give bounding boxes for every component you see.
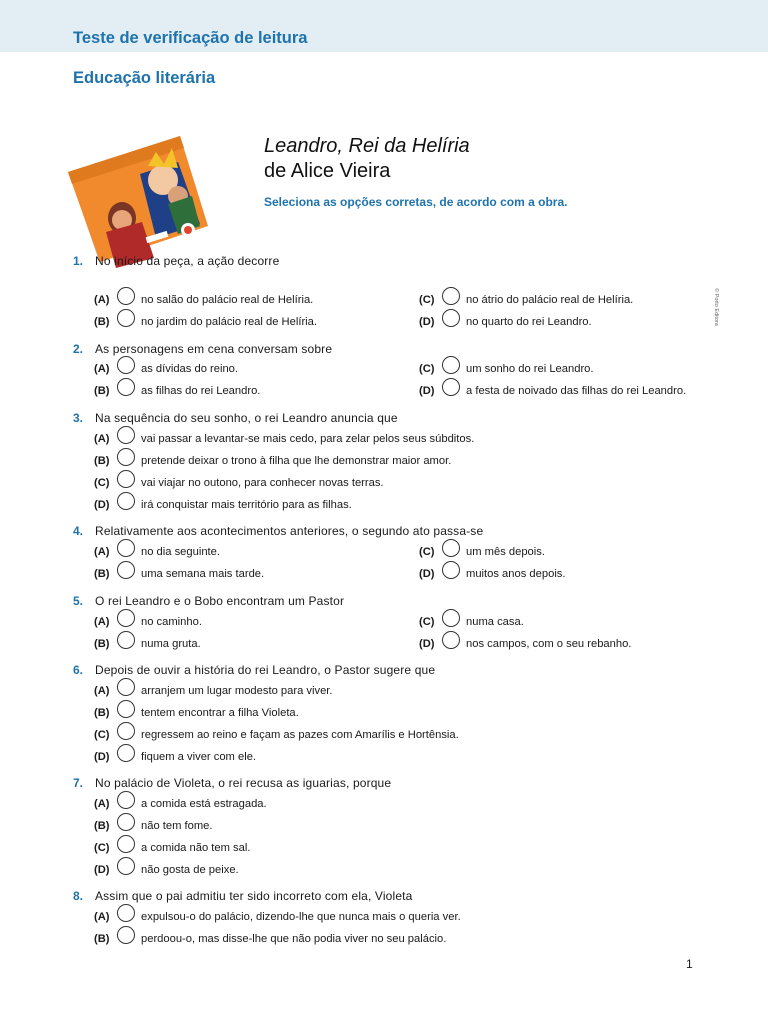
option-letter: (C) bbox=[419, 546, 435, 558]
option-text: muitos anos depois. bbox=[466, 568, 566, 580]
question-stem: O rei Leandro e o Bobo encontram um Pastor bbox=[95, 594, 345, 608]
option-letter: (C) bbox=[419, 363, 435, 375]
option-letter: (D) bbox=[419, 316, 435, 328]
question-number: 3. bbox=[73, 411, 84, 425]
question-number: 5. bbox=[73, 594, 84, 608]
option-letter: (A) bbox=[94, 798, 110, 810]
question-stem: Na sequência do seu sonho, o rei Leandro anuncia que bbox=[95, 411, 398, 425]
answer-circle-checkbox[interactable] bbox=[442, 287, 460, 305]
option-text: no jardim do palácio real de Helíria. bbox=[141, 316, 317, 328]
answer-circle-checkbox[interactable] bbox=[117, 857, 135, 875]
answer-circle-checkbox[interactable] bbox=[117, 700, 135, 718]
instruction-text: Seleciona as opções corretas, de acordo com a obra. bbox=[264, 195, 568, 209]
question-stem: Assim que o pai admitiu ter sido incorreto com ela, Violeta bbox=[95, 889, 413, 903]
option-text: um sonho do rei Leandro. bbox=[466, 363, 594, 375]
option-letter: (C) bbox=[94, 729, 110, 741]
copyright-note bbox=[711, 272, 721, 342]
answer-circle-checkbox[interactable] bbox=[117, 813, 135, 831]
option-letter: (D) bbox=[419, 568, 435, 580]
answer-circle-checkbox[interactable] bbox=[117, 609, 135, 627]
answer-circle-checkbox[interactable] bbox=[117, 722, 135, 740]
work-heading bbox=[264, 134, 470, 184]
answer-circle-checkbox[interactable] bbox=[117, 926, 135, 944]
option-letter: (C) bbox=[419, 616, 435, 628]
option-letter: (A) bbox=[94, 546, 110, 558]
question-number: 1. bbox=[73, 254, 84, 268]
answer-circle-checkbox[interactable] bbox=[117, 448, 135, 466]
section-subtitle: Educação literária bbox=[73, 69, 216, 87]
option-letter: (A) bbox=[94, 616, 110, 628]
answer-circle-checkbox[interactable] bbox=[117, 470, 135, 488]
question-stem: Relativamente aos acontecimentos anteriores, o segundo ato passa-se bbox=[95, 524, 484, 538]
option-text: no átrio do palácio real de Helíria. bbox=[466, 294, 634, 306]
book-cover-illustration bbox=[60, 134, 225, 274]
question-stem: No início da peça, a ação decorre bbox=[95, 254, 280, 268]
option-text: no salão do palácio real de Helíria. bbox=[141, 294, 314, 306]
question-number: 4. bbox=[73, 524, 84, 538]
option-letter: (B) bbox=[94, 707, 110, 719]
question-number: 6. bbox=[73, 663, 84, 677]
option-text: irá conquistar mais território para as filhas. bbox=[141, 499, 352, 511]
option-text: uma semana mais tarde. bbox=[141, 568, 265, 580]
option-text: tentem encontrar a filha Violeta. bbox=[141, 707, 299, 719]
work-title: Leandro, Rei da Helíria bbox=[264, 135, 470, 157]
option-text: não gosta de peixe. bbox=[141, 864, 239, 876]
option-text: no dia seguinte. bbox=[141, 546, 220, 558]
option-letter: (A) bbox=[94, 911, 110, 923]
option-text: no caminho. bbox=[141, 616, 202, 628]
answer-circle-checkbox[interactable] bbox=[442, 561, 460, 579]
option-letter: (D) bbox=[94, 864, 110, 876]
option-text: vai passar a levantar-se mais cedo, para zelar pelos seus súbditos. bbox=[141, 433, 475, 445]
option-letter: (B) bbox=[94, 385, 110, 397]
answer-circle-checkbox[interactable] bbox=[117, 631, 135, 649]
question-stem: No palácio de Violeta, o rei recusa as iguarias, porque bbox=[95, 776, 392, 790]
answer-circle-checkbox[interactable] bbox=[117, 904, 135, 922]
answer-circle-checkbox[interactable] bbox=[442, 356, 460, 374]
answer-circle-checkbox[interactable] bbox=[117, 791, 135, 809]
option-text: vai viajar no outono, para conhecer novas terras. bbox=[141, 477, 384, 489]
book-cover-image bbox=[60, 134, 225, 274]
answer-circle-checkbox[interactable] bbox=[117, 378, 135, 396]
answer-circle-checkbox[interactable] bbox=[117, 678, 135, 696]
option-letter: (D) bbox=[419, 638, 435, 650]
option-letter: (A) bbox=[94, 363, 110, 375]
option-letter: (C) bbox=[419, 294, 435, 306]
option-letter: (D) bbox=[94, 499, 110, 511]
answer-circle-checkbox[interactable] bbox=[442, 309, 460, 327]
copyright-text: © Porto Editora bbox=[713, 288, 719, 326]
option-letter: (A) bbox=[94, 685, 110, 697]
answer-circle-checkbox[interactable] bbox=[117, 561, 135, 579]
answer-circle-checkbox[interactable] bbox=[442, 539, 460, 557]
option-text: arranjem um lugar modesto para viver. bbox=[141, 685, 333, 697]
answer-circle-checkbox[interactable] bbox=[117, 309, 135, 327]
question-stem: As personagens em cena conversam sobre bbox=[95, 342, 333, 356]
answer-circle-checkbox[interactable] bbox=[117, 426, 135, 444]
option-text: a comida não tem sal. bbox=[141, 842, 251, 854]
option-text: as filhas do rei Leandro. bbox=[141, 385, 261, 397]
option-text: pretende deixar o trono à filha que lhe demonstrar maior amor. bbox=[141, 455, 452, 467]
question-number: 8. bbox=[73, 889, 84, 903]
answer-circle-checkbox[interactable] bbox=[117, 356, 135, 374]
option-text: expulsou-o do palácio, dizendo-lhe que nunca mais o queria ver. bbox=[141, 911, 461, 923]
option-letter: (A) bbox=[94, 433, 110, 445]
option-text: não tem fome. bbox=[141, 820, 213, 832]
option-text: fiquem a viver com ele. bbox=[141, 751, 257, 763]
question-stem: Depois de ouvir a história do rei Leandro, o Pastor sugere que bbox=[95, 663, 436, 677]
option-letter: (B) bbox=[94, 638, 110, 650]
answer-circle-checkbox[interactable] bbox=[442, 631, 460, 649]
option-letter: (B) bbox=[94, 455, 110, 467]
question-number: 7. bbox=[73, 776, 84, 790]
option-text: numa casa. bbox=[466, 616, 524, 628]
option-letter: (D) bbox=[94, 751, 110, 763]
option-text: as dívidas do reino. bbox=[141, 363, 239, 375]
question-number: 2. bbox=[73, 342, 84, 356]
option-letter: (B) bbox=[94, 316, 110, 328]
option-letter: (D) bbox=[419, 385, 435, 397]
option-text: nos campos, com o seu rebanho. bbox=[466, 638, 632, 650]
worksheet-title: Teste de verificação de leitura bbox=[73, 29, 308, 47]
option-letter: (C) bbox=[94, 842, 110, 854]
option-letter: (A) bbox=[94, 294, 110, 306]
option-text: a comida está estragada. bbox=[141, 798, 267, 810]
option-letter: (C) bbox=[94, 477, 110, 489]
option-text: perdoou-o, mas disse-lhe que não podia viver no seu palácio. bbox=[141, 933, 447, 945]
answer-circle-checkbox[interactable] bbox=[117, 835, 135, 853]
answer-circle-checkbox[interactable] bbox=[117, 744, 135, 762]
option-text: regressem ao reino e façam as pazes com Amarílis e Hortênsia. bbox=[141, 729, 459, 741]
header-band bbox=[0, 0, 768, 52]
option-letter: (B) bbox=[94, 933, 110, 945]
answer-circle-checkbox[interactable] bbox=[442, 378, 460, 396]
answer-circle-checkbox[interactable] bbox=[117, 492, 135, 510]
option-text: um mês depois. bbox=[466, 546, 545, 558]
option-text: numa gruta. bbox=[141, 638, 201, 650]
answer-circle-checkbox[interactable] bbox=[117, 539, 135, 557]
option-letter: (B) bbox=[94, 568, 110, 580]
page-number: 1 bbox=[686, 957, 693, 971]
answer-circle-checkbox[interactable] bbox=[442, 609, 460, 627]
answer-circle-checkbox[interactable] bbox=[117, 287, 135, 305]
work-byline: de Alice Vieira bbox=[264, 160, 391, 182]
option-text: a festa de noivado das filhas do rei Leandro. bbox=[466, 385, 687, 397]
option-letter: (B) bbox=[94, 820, 110, 832]
option-text: no quarto do rei Leandro. bbox=[466, 316, 592, 328]
